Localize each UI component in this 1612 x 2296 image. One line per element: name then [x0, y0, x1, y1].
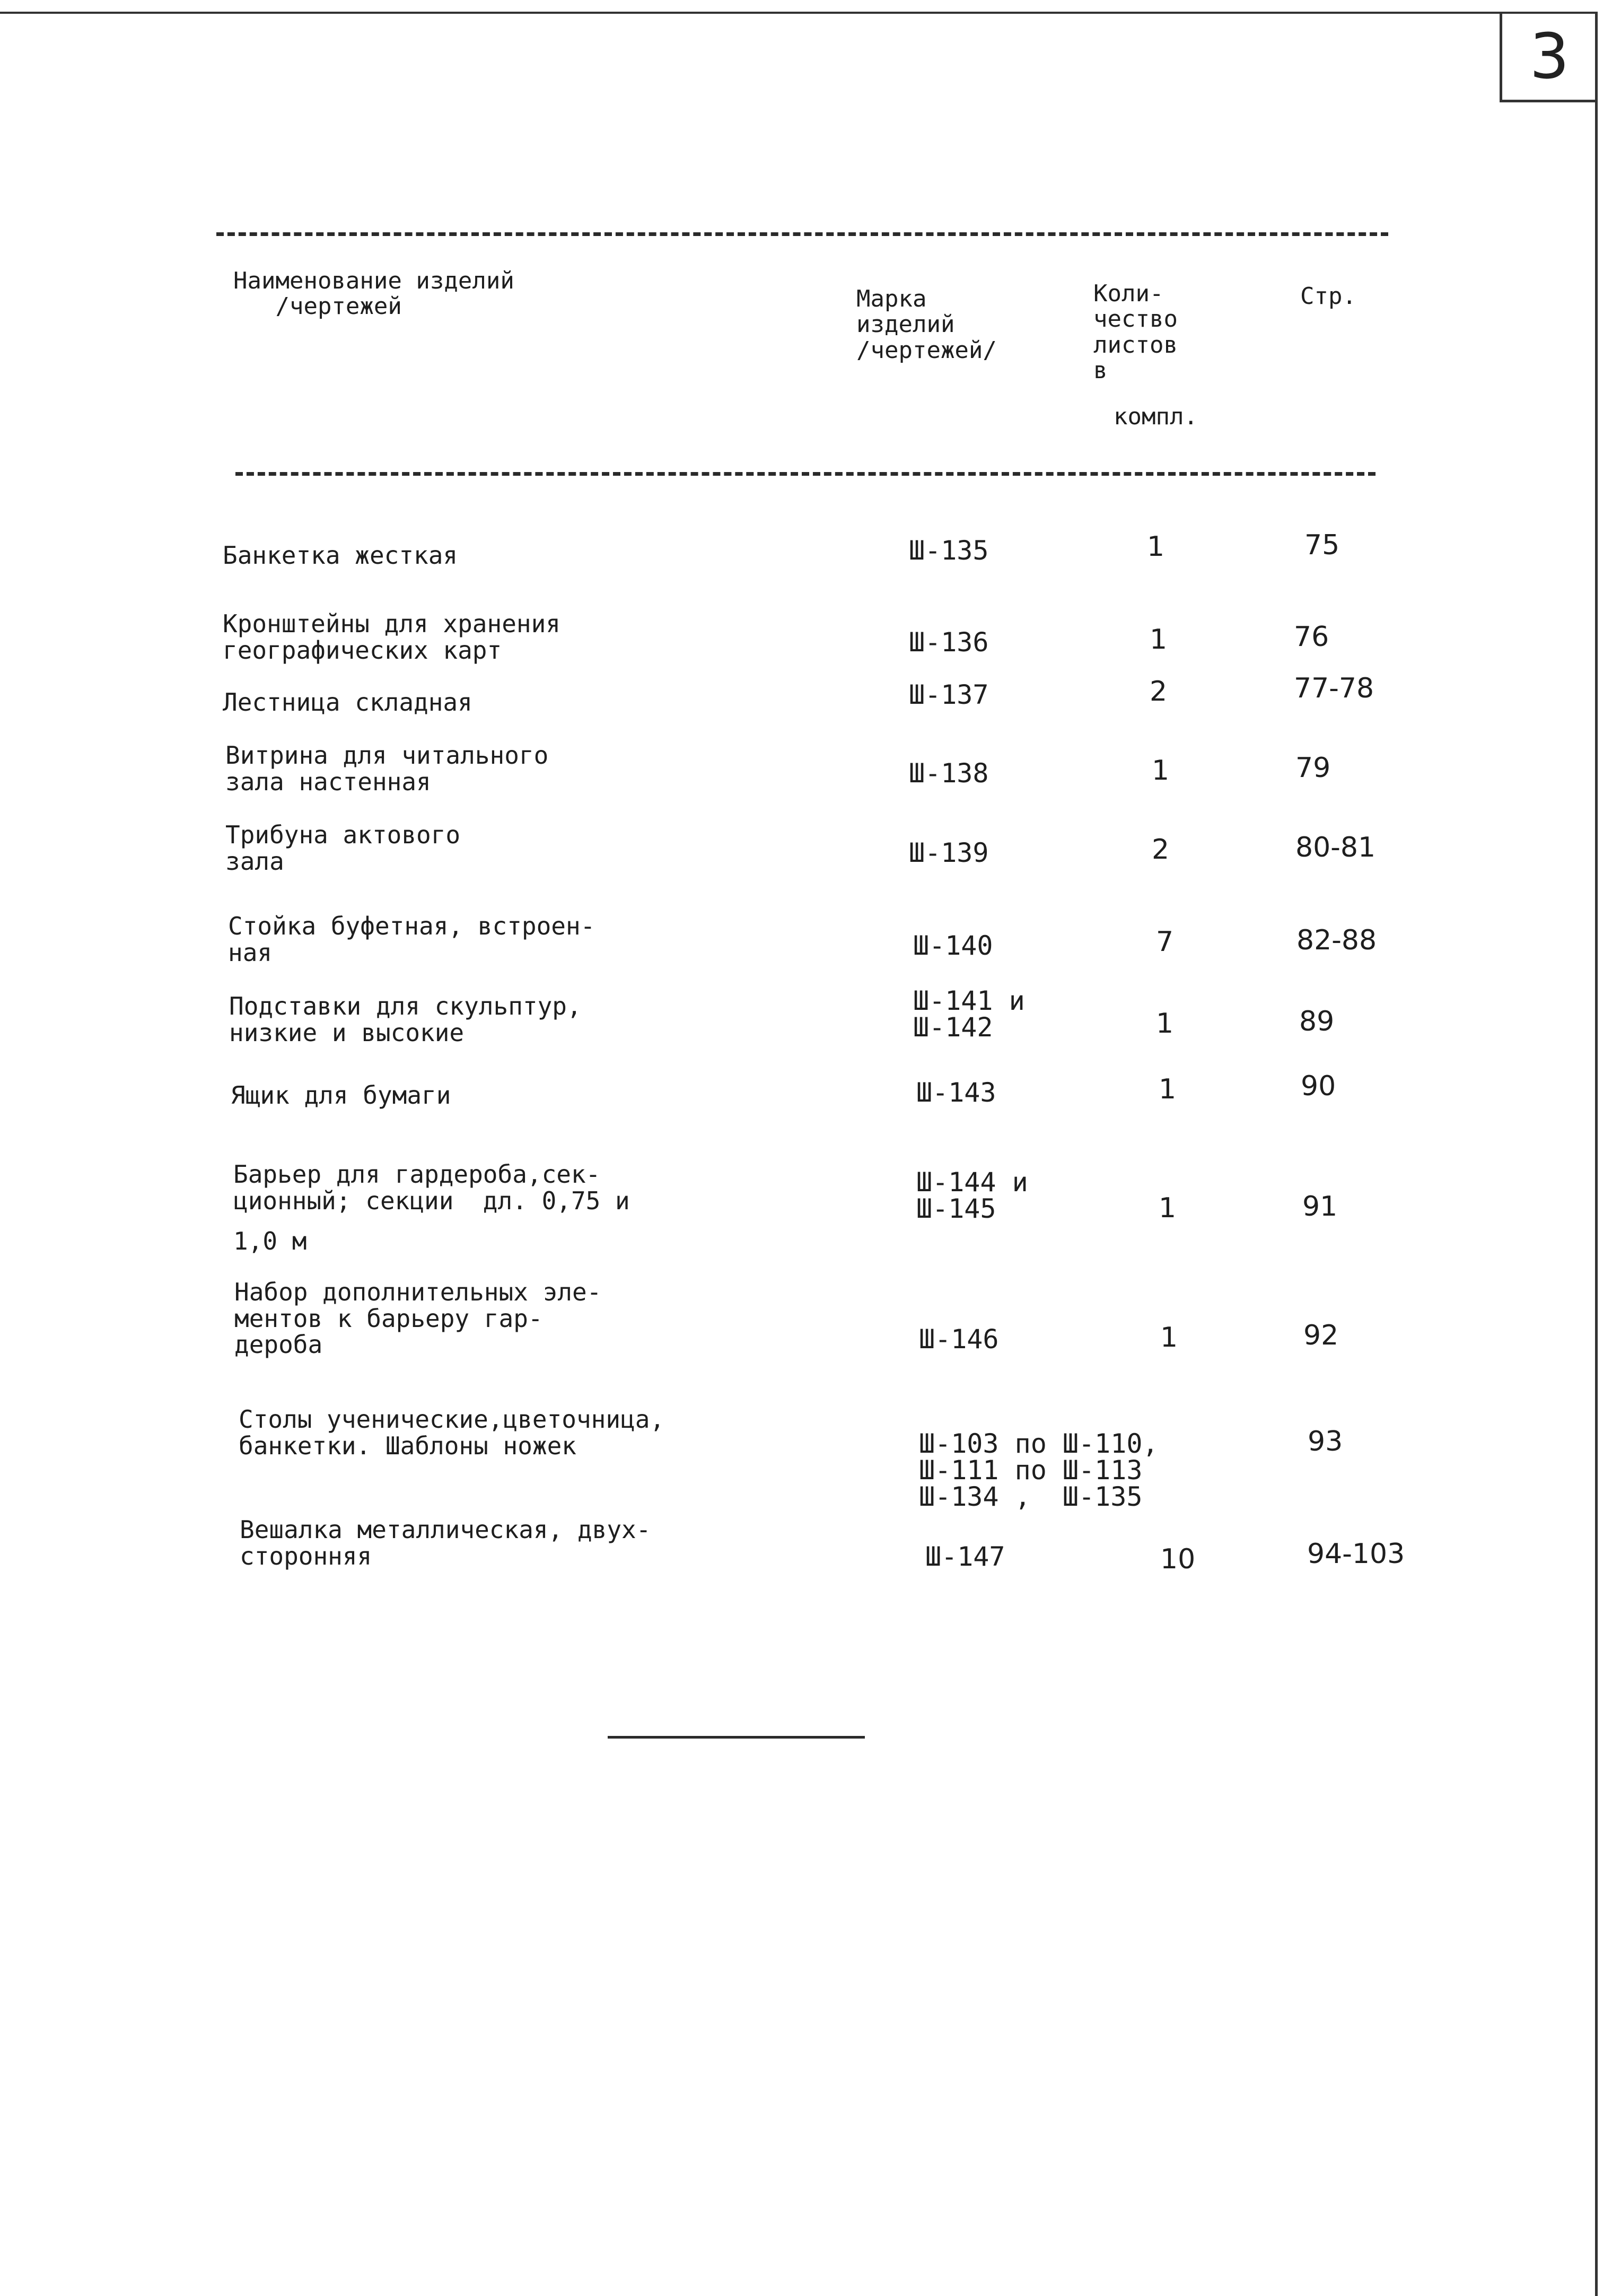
row-mark: Ш-138: [909, 758, 989, 789]
row-page: 76: [1294, 621, 1329, 653]
row-name: Барьер для гардероба,сек- ционный; секции дл. 0,75 и: [233, 1160, 630, 1215]
row-mark: Ш-136: [909, 627, 989, 658]
row-mark: Ш-140: [913, 930, 993, 961]
row-name: Подставки для скульптур, низкие и высокие: [229, 992, 582, 1047]
row-count: 1: [1150, 624, 1168, 656]
header-name: Наименование изделий /чертежей: [233, 267, 514, 320]
row-mark: Ш-143: [916, 1077, 996, 1108]
header-count: Коли- чество листов в: [1093, 280, 1178, 385]
row-name: Кронштейны для хранения географических карт: [223, 609, 560, 665]
row-name-tail: 1,0 м: [233, 1227, 307, 1255]
row-mark: Ш-103 по Ш-110, Ш-111 по Ш-113 Ш-134 , Ш-135: [919, 1428, 1159, 1512]
row-mark: Ш-141 и Ш-142: [913, 985, 1025, 1043]
row-name: Ящик для бумаги: [231, 1081, 451, 1110]
row-page: 79: [1295, 752, 1331, 784]
row-mark: Ш-135: [909, 535, 989, 566]
page-frame-top: [0, 12, 1597, 14]
row-count: 7: [1156, 926, 1174, 958]
header-mark: Марка изделий /чертежей/: [856, 285, 997, 364]
row-count: 1: [1152, 755, 1170, 787]
row-page: 89: [1299, 1006, 1335, 1037]
header-bottom-rule: [235, 472, 1376, 476]
row-name: Витрина для читального зала настенная: [225, 741, 549, 796]
row-count: 10: [1160, 1543, 1196, 1575]
row-count: 2: [1152, 834, 1170, 866]
row-mark: Ш-139: [909, 837, 989, 868]
row-page: 75: [1304, 529, 1340, 561]
header-page: Стр.: [1300, 283, 1356, 310]
row-page: 90: [1301, 1070, 1336, 1102]
row-mark: Ш-147: [925, 1541, 1005, 1572]
row-page: 93: [1308, 1426, 1343, 1457]
row-name: Трибуна актового зала: [225, 820, 461, 876]
row-mark: Ш-137: [909, 679, 989, 710]
end-rule: [608, 1736, 865, 1739]
row-count: 1: [1160, 1322, 1178, 1354]
header-top-rule: [216, 232, 1388, 236]
row-page: 92: [1303, 1320, 1339, 1351]
page-frame-right: [1595, 12, 1598, 2296]
row-count: 1: [1159, 1073, 1177, 1105]
row-name: Стойка буфетная, встроен- ная: [228, 912, 595, 967]
row-name: Лестница складная: [223, 688, 472, 717]
row-mark: Ш-146: [919, 1324, 999, 1355]
row-page: 80-81: [1295, 832, 1376, 863]
row-count: 1: [1156, 1008, 1174, 1040]
row-name: Банкетка жесткая: [223, 541, 458, 570]
page-number: 3: [1500, 13, 1597, 102]
row-mark: Ш-144 и Ш-145: [916, 1167, 1028, 1224]
row-count: 2: [1150, 676, 1168, 708]
row-count: 1: [1159, 1192, 1177, 1224]
row-name: Столы ученические,цветочница, банкетки. Шаблоны ножек: [239, 1405, 665, 1460]
row-count: 1: [1147, 531, 1165, 563]
row-name: Набор дополнительных эле- ментов к барьеру гар- дероба: [234, 1278, 602, 1359]
row-page: 82-88: [1296, 924, 1377, 956]
row-page: 91: [1302, 1191, 1338, 1223]
row-page: 77-78: [1294, 673, 1374, 704]
row-name: Вешалка металлическая, двух- сторонняя: [240, 1515, 651, 1570]
header-count-tail: компл.: [1114, 403, 1198, 430]
row-page: 94-103: [1307, 1538, 1405, 1570]
